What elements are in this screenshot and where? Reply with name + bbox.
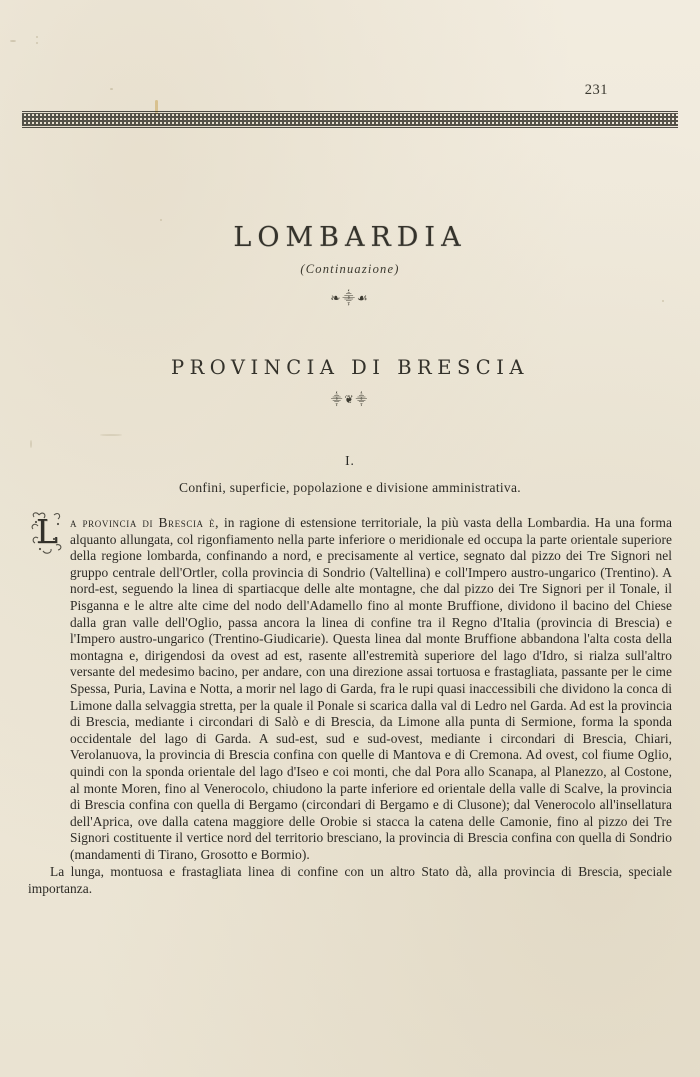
decorative-rule <box>22 113 678 126</box>
drop-cap: L <box>36 512 58 551</box>
paper-speck <box>10 40 16 42</box>
paragraph-lead: a provincia di Brescia è, <box>70 515 220 530</box>
page-subtitle: (Continuazione) <box>300 262 400 276</box>
page-title: LOMBARDIA <box>233 222 467 253</box>
paper-speck <box>36 42 38 44</box>
section-heading: Confini, superficie, popolazione e divisione amministrativa. <box>179 480 521 495</box>
paragraph-first <box>28 512 672 863</box>
page-number: 231 <box>584 82 608 98</box>
ornament-divider-icon: ❧⸎☙ <box>330 291 370 305</box>
section-number: I. <box>345 453 355 468</box>
paragraph-first-text: in ragione di estensione territoriale, la più vasta della Lombardia. Ha una forma alquanto allungata, col rigonfiamento nella parte inferiore o meridionale ed occupa la parte orientale superiore della regione lombarda, confinando a nord, e precisamente al vertice, segnato dal pizzo dei Tre Signori nel gruppo centrale dell'Ortler, colla provincia di Sondrio (Valtellina) e coll'Impero austro-ungarico (Trentino). A nord-est, seguendo la linea di spartiacque delle alte montagne, che dal pizzo dei Tre Signori per il Tonale, il Pisganna e le altre alte cime del nodo dell'Adamello fino al monte Bruffione, dividono il bacino del Chiese dalla gran valle dell'Oglio, passa ancora la linea di confine tra il Regno d'Italia (provincia di Brescia) e l'Impero austro-ungarico (Trentino-Giudicarie). Questa linea dal monte Bruffione abbandona l'alta costa della montagna e, dirigendosi da ovest ad est, rasente all'estremità superiore del lago d'Idro, si rialza sull'altro versante del medesimo bacino, per andare, con una direzione assai tortuosa e frastagliata, passante per le cime Spessa, Puria, Lavina e Notta, a morir nel lago di Garda, fra le rupi quasi inaccessibili che dividono la conca di Limone dalla selvaggia stretta, per la quale il Ponale si scarica dalla val di Ledro nel Garda. Ad est la provincia di Brescia, mediante i circondari di Salò e di Brescia, da Limone alla punta di Sermione, forma la sponda occidentale del lago di Garda. A sud-est, sud e sud-ovest, mediante i circondari di Brescia, Chiari, Verolanuova, la provincia di Brescia confina con quelle di Mantova e di Cremona. Ad ovest, col fiume Oglio, quindi con la sponda orientale del lago d'Iseo e coi monti, che dal Pora allo Scanapa, al Planezzo, al Costone, al monte Moren, fino al Venerocolo, chiudono la parte inferiore ed orientale della valle di Scalve, la provincia di Brescia confina con quella di Bergamo (circondari di Bergamo e di Clusone); dal Venerocolo all'insellatura dell'Aprica, ove dalla catena maggiore delle Orobie si stacca la catena delle Camonie, fino al pizzo dei Tre Signori costituente il vertice nord del territorio bresciano, la provincia di Brescia confina con quella di Sondrio (mandamenti di Tirano, Grosotto e Bormio). <box>70 515 672 862</box>
paragraph-second: La lunga, montuosa e frastagliata linea di confine con un altro Stato dà, alla provincia di Brescia, speciale importanza. <box>28 864 672 897</box>
paper-speck <box>36 36 38 38</box>
ornament-divider-2-icon: ⸎❦⸎ <box>330 394 370 406</box>
page-content <box>28 150 672 898</box>
paper-speck <box>110 88 113 90</box>
body-text <box>28 512 672 898</box>
province-title: PROVINCIA DI BRESCIA <box>170 356 530 379</box>
